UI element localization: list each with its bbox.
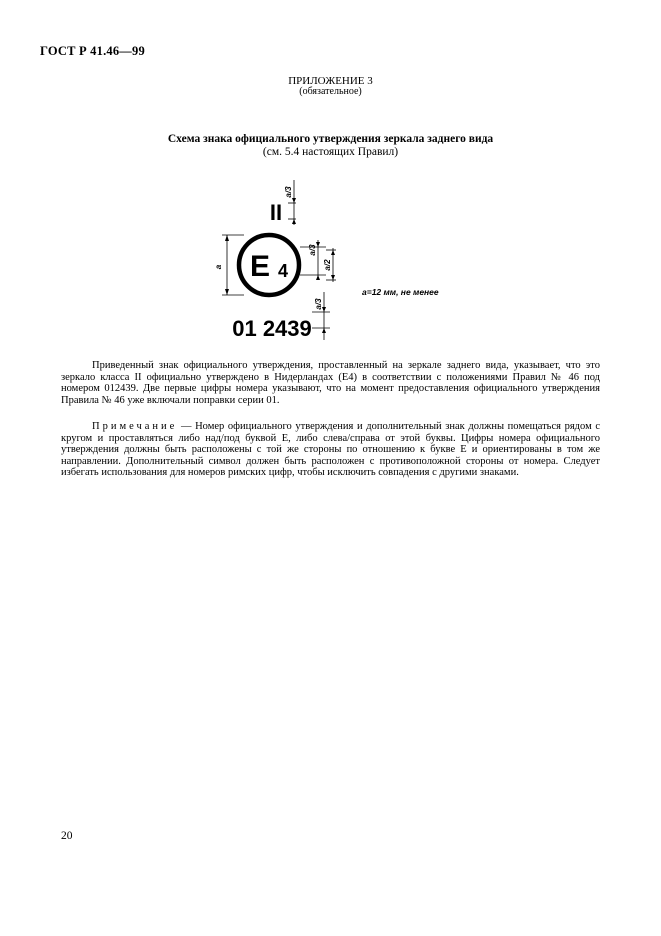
- note-paragraph: [61, 421, 600, 479]
- e-letter: E: [250, 250, 271, 283]
- dim-label-a: a: [214, 264, 223, 270]
- dim-label-a2: a/2: [323, 259, 332, 271]
- scheme-subtitle: (см. 5.4 настоящих Правил): [262, 146, 399, 158]
- document-code-header: ГОСТ Р 41.46—99: [40, 44, 145, 58]
- approval-number: 01 2439: [232, 316, 312, 341]
- scheme-title: Схема знака официального утверждения зеркала заднего вида: [167, 133, 494, 145]
- dim-label-a3-number: a/3: [314, 298, 323, 310]
- class-mark: II: [269, 200, 283, 225]
- note-text: — Номер официального утверждения и дополнительный знак должны помещаться рядом с кругом и проставляться либо над/под буквой E, либо слева/справа от этой буквы. Цифры номера официального утверждения должны быть расположены с той же стороны по отношению к букве E и ориентированы в том же направлении. Дополнительный символ должен быть расположен с противоположной стороны от номера. Следует избегать использования для номеров римских цифр, чтобы исключить совпадения с другими знаками.: [61, 421, 600, 479]
- country-number: 4: [278, 261, 289, 281]
- dim-label-a3-class: a/3: [284, 186, 293, 198]
- page-number: 20: [61, 830, 73, 842]
- note-heading: Примечание: [92, 421, 178, 432]
- appendix-title: ПРИЛОЖЕНИЕ 3: [288, 75, 373, 87]
- explanation-paragraph: Приведенный знак официального утверждения, проставленный на зеркале заднего вида, указывает, что это зеркало класса II официально утверждено в Нидерландах (E4) в соответствии с положениями Правил № 46 под номером 012439. Две первые цифры номера указывают, что на момент предоставления официального утверждения Правила № 46 уже включали поправки серии 01.: [61, 360, 600, 406]
- size-note: a=12 мм, не менее: [362, 287, 439, 297]
- appendix-subtitle: (обязательное): [299, 86, 362, 97]
- approval-mark-diagram: [200, 170, 460, 350]
- dim-label-a3-e: a/3: [308, 244, 317, 256]
